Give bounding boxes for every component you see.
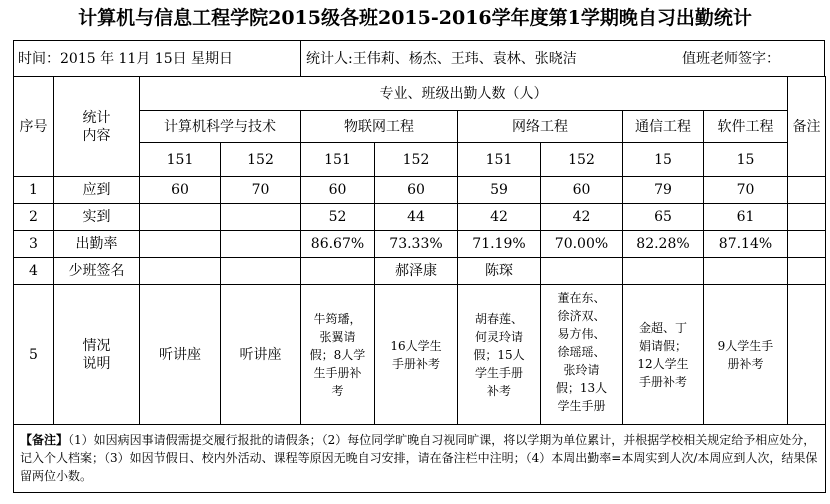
row-label: 少班签名 bbox=[54, 258, 140, 285]
table-cell: 牛筠璠， 张翼请 假；8人学 生手册补 考 bbox=[301, 285, 375, 425]
table-row bbox=[14, 231, 826, 258]
row-label: 实到 bbox=[54, 204, 140, 231]
class-header: 152 bbox=[221, 143, 301, 177]
table-cell: 61 bbox=[704, 204, 788, 231]
class-header: 15 bbox=[623, 143, 704, 177]
statisticians-text: 统计人:王伟莉、杨杰、王玮、袁林、张晓洁 bbox=[306, 51, 577, 67]
table-cell: 听讲座 bbox=[221, 285, 301, 425]
class-header: 151 bbox=[140, 143, 221, 177]
date-text: 时间：2015 年 11月 15日 星期日 bbox=[18, 51, 234, 67]
table-cell: 60 bbox=[301, 177, 375, 204]
table-row bbox=[14, 177, 826, 204]
row-seq: 2 bbox=[14, 204, 54, 231]
remark-cell bbox=[788, 231, 826, 258]
table-cell: 胡春莲、 何灵玲请 假；15人 学生手册 补考 bbox=[458, 285, 541, 425]
major-header: 网络工程 bbox=[458, 111, 623, 143]
attendance-table bbox=[13, 76, 826, 493]
table-cell bbox=[221, 231, 301, 258]
row-seq: 3 bbox=[14, 231, 54, 258]
table-cell: 73.33% bbox=[375, 231, 458, 258]
table-cell: 16人学生 手册补考 bbox=[375, 285, 458, 425]
attendance-group-header: 专业、班级出勤人数（人） bbox=[140, 77, 788, 111]
remark-header: 备注 bbox=[788, 77, 826, 177]
notes-cell bbox=[14, 425, 826, 493]
row-label: 情况 说明 bbox=[54, 285, 140, 425]
table-row bbox=[14, 258, 826, 285]
row-label: 应到 bbox=[54, 177, 140, 204]
table-cell: 86.67% bbox=[301, 231, 375, 258]
table-cell bbox=[704, 258, 788, 285]
remark-cell bbox=[788, 204, 826, 231]
table-cell: 59 bbox=[458, 177, 541, 204]
table-cell bbox=[140, 204, 221, 231]
table-cell: 52 bbox=[301, 204, 375, 231]
major-header: 计算机科学与技术 bbox=[140, 111, 301, 143]
major-header: 通信工程 bbox=[623, 111, 704, 143]
table-cell: 70 bbox=[221, 177, 301, 204]
table-cell: 65 bbox=[623, 204, 704, 231]
table-cell bbox=[221, 258, 301, 285]
table-cell: 44 bbox=[375, 204, 458, 231]
row-seq: 1 bbox=[14, 177, 54, 204]
class-header: 152 bbox=[375, 143, 458, 177]
table-cell: 71.19% bbox=[458, 231, 541, 258]
table-cell: 60 bbox=[375, 177, 458, 204]
table-cell: 60 bbox=[140, 177, 221, 204]
major-header: 软件工程 bbox=[704, 111, 788, 143]
major-header: 物联网工程 bbox=[301, 111, 458, 143]
table-cell bbox=[541, 258, 623, 285]
remark-cell bbox=[788, 285, 826, 425]
table-cell bbox=[221, 204, 301, 231]
table-cell: 听讲座 bbox=[140, 285, 221, 425]
table-row bbox=[14, 204, 826, 231]
table-cell: 郝泽康 bbox=[375, 258, 458, 285]
row-label: 出勤率 bbox=[54, 231, 140, 258]
row-seq: 5 bbox=[14, 285, 54, 425]
info-divider bbox=[300, 41, 301, 77]
table-cell: 70.00% bbox=[541, 231, 623, 258]
table-cell: 82.28% bbox=[623, 231, 704, 258]
remark-cell bbox=[788, 177, 826, 204]
notes-label: 【备注】 bbox=[20, 433, 69, 447]
table-cell: 79 bbox=[623, 177, 704, 204]
table-cell bbox=[623, 258, 704, 285]
table-cell: 陈琛 bbox=[458, 258, 541, 285]
page-title: 计算机与信息工程学院2015级各班2015-2016学年度第1学期晚自习出勤统计 bbox=[78, 7, 752, 29]
class-header: 151 bbox=[301, 143, 375, 177]
teacher-signature-label: 值班老师签字： bbox=[682, 51, 780, 67]
class-header: 152 bbox=[541, 143, 623, 177]
class-header: 151 bbox=[458, 143, 541, 177]
table-cell: 60 bbox=[541, 177, 623, 204]
table-cell bbox=[301, 258, 375, 285]
table-cell: 董在东、 徐济双、 易方伟、 徐瑶瑶、 张玲请 假；13人 学生手册 bbox=[541, 285, 623, 425]
table-row bbox=[14, 285, 826, 425]
table-cell: 9人学生手 册补考 bbox=[704, 285, 788, 425]
seq-header: 序号 bbox=[14, 77, 54, 177]
table-cell: 87.14% bbox=[704, 231, 788, 258]
remark-cell bbox=[788, 258, 826, 285]
info-bar bbox=[13, 40, 825, 76]
stat-content-header: 统计 内容 bbox=[54, 77, 140, 177]
table-cell: 70 bbox=[704, 177, 788, 204]
table-cell: 金超、丁 娟请假； 12人学生 手册补考 bbox=[623, 285, 704, 425]
table-cell bbox=[140, 231, 221, 258]
table-cell: 42 bbox=[541, 204, 623, 231]
notes-text: （1）如因病因事请假需提交履行报批的请假条；（2）每位同学旷晚自习视同旷课，将以学期为单位累计，并根据学校相关规定给予相应处分，记入个人档案；（3）如因节假日、校内外活动、课程等原因无晚自习安排，请在备注栏中注明；（4）本周出勤率=本周实到人次/本周应到人次，结果保留两位小数。 bbox=[20, 433, 818, 483]
class-header: 15 bbox=[704, 143, 788, 177]
row-seq: 4 bbox=[14, 258, 54, 285]
table-cell bbox=[140, 258, 221, 285]
table-cell: 42 bbox=[458, 204, 541, 231]
